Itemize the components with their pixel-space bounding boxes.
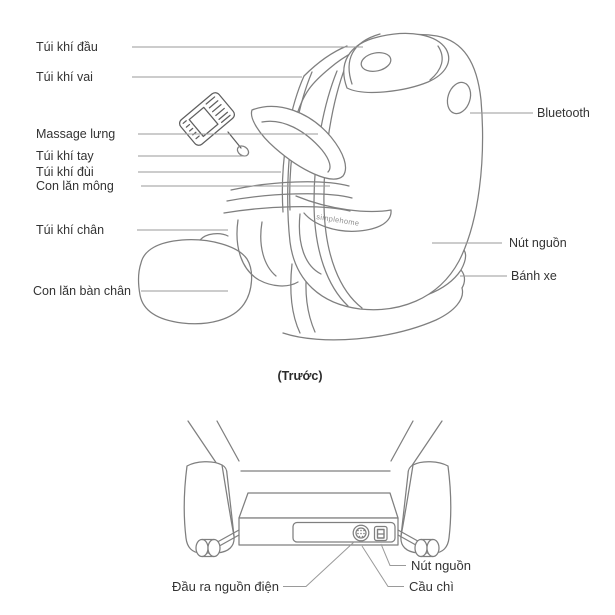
backrest-rails	[188, 421, 442, 471]
remote-control	[178, 91, 251, 158]
labels-right	[509, 106, 590, 283]
label-con-lan-mong: Con lăn mông	[36, 179, 114, 193]
footrest-top-bump	[200, 234, 228, 240]
front-view-caption: (Trước)	[277, 369, 323, 383]
power-inlet-socket	[353, 525, 369, 541]
leader-power-outlet	[283, 542, 354, 587]
brand-logo-text: simplehome	[315, 212, 360, 228]
label-tui-khi-vai: Túi khí vai	[36, 70, 93, 84]
chair-front-illustration	[139, 33, 483, 339]
label-bluetooth: Bluetooth	[537, 106, 590, 120]
label-tui-khi-tay: Túi khí tay	[36, 149, 94, 163]
label-massage-lung: Massage lưng	[36, 127, 116, 141]
label-con-lan-ban-chan: Con lăn bàn chân	[33, 284, 131, 298]
chair-rear-illustration	[184, 421, 451, 557]
labels-left	[33, 40, 131, 298]
label-power-outlet: Đầu ra nguồn điện	[172, 579, 279, 594]
leader-fuse	[362, 546, 404, 587]
label-tui-khi-dau: Túi khí đầu	[36, 40, 98, 54]
label-nut-nguon-top: Nút nguồn	[509, 236, 567, 250]
label-fuse: Cầu chì	[409, 579, 454, 594]
footrest-quilted-pad	[139, 240, 252, 324]
label-tui-khi-chan: Túi khí chân	[36, 223, 105, 237]
leader-lines-bottom	[283, 542, 406, 587]
power-housing-box	[239, 493, 398, 545]
leader-power-button	[381, 544, 406, 566]
label-power-button: Nút nguồn	[411, 558, 471, 573]
label-banh-xe: Bánh xe	[511, 269, 557, 283]
label-tui-khi-dui: Túi khí đùi	[36, 165, 94, 179]
labels-bottom	[172, 558, 471, 594]
